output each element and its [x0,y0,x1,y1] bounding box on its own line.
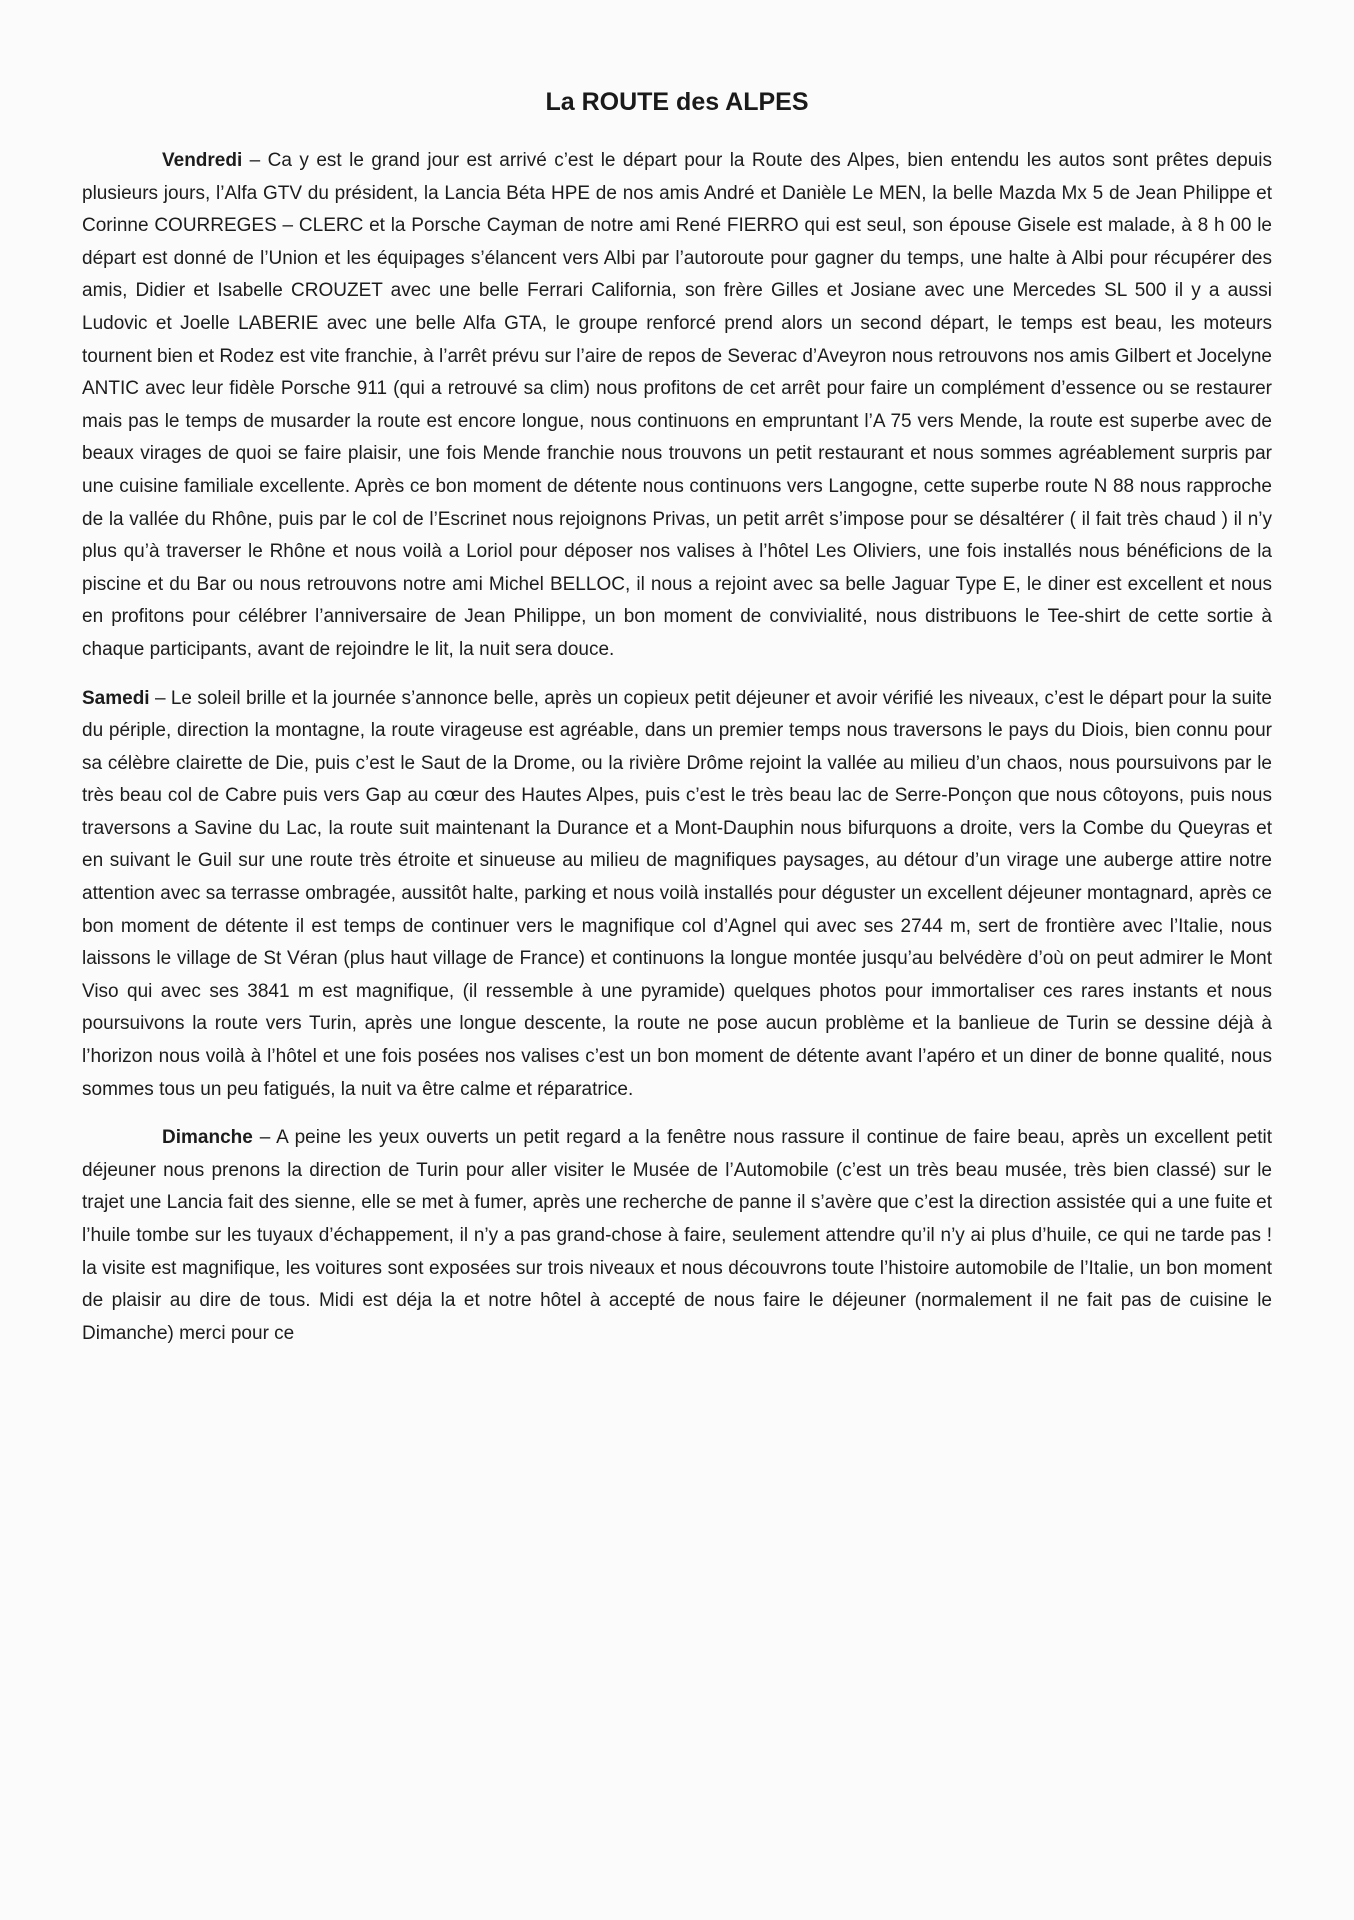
day-heading-samedi: Samedi [82,687,150,709]
paragraph-text-dimanche: – A peine les yeux ouverts un petit regard a la fenêtre nous rassure il continue de faire beau, après un excellent petit déjeuner nous prenons la direction de Turin pour aller visiter le Musée de l’Automobile (c’est un très beau musée, très bien classé) sur le trajet une Lancia fait des sienne, elle se met à fumer, après une recherche de panne il s’avère que c’est la direction assistée qui a une fuite et l’huile tombe sur les tuyaux d’échappement, il n’y a pas grand-chose à faire, seulement attendre qu’il n’y ai plus d’huile, ce qui ne tarde pas ! la visite est magnifique, les voitures sont exposées sur trois niveaux et nous découvrons toute l’histoire automobile de l’Italie, un bon moment de plaisir au dire de tous. Midi est déja la et notre hôtel à accepté de nous faire le déjeuner (normalement il ne fait pas de cuisine le Dimanche) merci pour ce [82,1127,1272,1344]
paragraph-text-samedi: – Le soleil brille et la journée s’annonce belle, après un copieux petit déjeuner et avoir vérifié les niveaux, c’est le départ pour la suite du périple, direction la montagne, la route virageuse est agréable, dans un premier temps nous traversons le pays du Diois, bien connu pour sa célèbre clairette de Die, puis c’est le Saut de la Drome, ou la rivière Drôme rejoint la vallée au milieu d’un chaos, nous poursuivons par le très beau col de Cabre puis vers Gap au cœur des Hautes Alpes, puis c’est le très beau lac de Serre-Ponçon que nous côtoyons, puis nous traversons a Savine du Lac, la route suit maintenant la Durance et a Mont-Dauphin nous bifurquons a droite, vers la Combe du Queyras et en suivant le Guil sur une route très étroite et sinueuse au milieu de magnifiques paysages, au détour d’un virage une auberge attire notre attention avec sa terrasse ombragée, aussitôt halte, parking et nous voilà installés pour déguster un excellent déjeuner montagnard, après ce bon moment de détente il est temps de continuer vers le magnifique col d’Agnel qui avec ses 2744 m, sert de frontière avec l’Italie, nous laissons le village de St Véran (plus haut village de France) et continuons la longue montée jusqu’au belvédère d’où on peut admirer le Mont Viso qui avec ses 3841 m est magnifique, (il ressemble à une pyramide) quelques photos pour immortaliser ces rares instants et nous poursuivons la route vers Turin, après une longue descente, la route ne pose aucun problème et la banlieue de Turin se dessine déjà à l’horizon nous voilà à l’hôtel et une fois posées nos valises c’est un bon moment de détente avant l’apéro et un diner de bonne qualité, nous sommes tous un peu fatigués, la nuit va être calme et réparatrice. [82,687,1272,1100]
day-heading-dimanche: Dimanche [162,1127,253,1149]
paragraph-vendredi [82,145,1272,667]
paragraph-dimanche [82,1122,1272,1350]
document-title: La ROUTE des ALPES [545,88,809,116]
paragraph-samedi [82,683,1272,1107]
day-heading-vendredi: Vendredi [162,150,243,171]
paragraph-text-vendredi: – Ca y est le grand jour est arrivé c’est le départ pour la Route des Alpes, bien entendu les autos sont prêtes depuis plusieurs jours, l’Alfa GTV du président, la Lancia Béta HPE de nos amis André et Danièle Le MEN, la belle Mazda Mx 5 de Jean Philippe et Corinne COURREGES – CLERC et la Porsche Cayman de notre ami René FIERRO qui est seul, son épouse Gisele est malade, à 8 h 00 le départ est donné de l’Union et les équipages s’élancent vers Albi par l’autoroute pour gagner du temps, une halte à Albi pour récupérer des amis, Didier et Isabelle CROUZET avec une belle Ferrari California, son frère Gilles et Josiane avec une Mercedes SL 500 il y a aussi Ludovic et Joelle LABERIE avec une belle Alfa GTA, le groupe renforcé prend alors un second départ, le temps est beau, les moteurs tournent bien et Rodez est vite franchie, à l’arrêt prévu sur l’aire de repos de Severac d’Aveyron nous retrouvons nos amis Gilbert et Jocelyne ANTIC avec leur fidèle Porsche 911 (qui a retrouvé sa clim) nous profitons de cet arrêt pour faire un complément d’essence ou se restaurer mais pas le temps de musarder la route est encore longue, nous continuons en empruntant l’A 75 vers Mende, la route est superbe avec de beaux virages de quoi se faire plaisir, une fois Mende franchie nous trouvons un petit restaurant et nous sommes agréablement surpris par une cuisine familiale excellente. Après ce bon moment de détente nous continuons vers Langogne, cette superbe route N 88 nous rapproche de la vallée du Rhône, puis par le col de l’Escrinet nous rejoignons Privas, un petit arrêt s’impose pour se désaltérer ( il fait très chaud ) il n’y plus qu’à traverser le Rhône et nous voilà a Loriol pour déposer nos valises à l’hôtel Les Oliviers, une fois installés nous bénéficions de la piscine et du Bar ou nous retrouvons notre ami Michel BELLOC, il nous a rejoint avec sa belle Jaguar Type E, le diner est excellent et nous en profitons pour célébrer l’anniversaire de Jean Philippe, un bon moment de convivialité, nous distribuons le Tee-shirt de cette sortie à chaque participants, avant de rejoindre le lit, la nuit sera douce. [82,150,1272,660]
document-body [82,145,1272,1350]
